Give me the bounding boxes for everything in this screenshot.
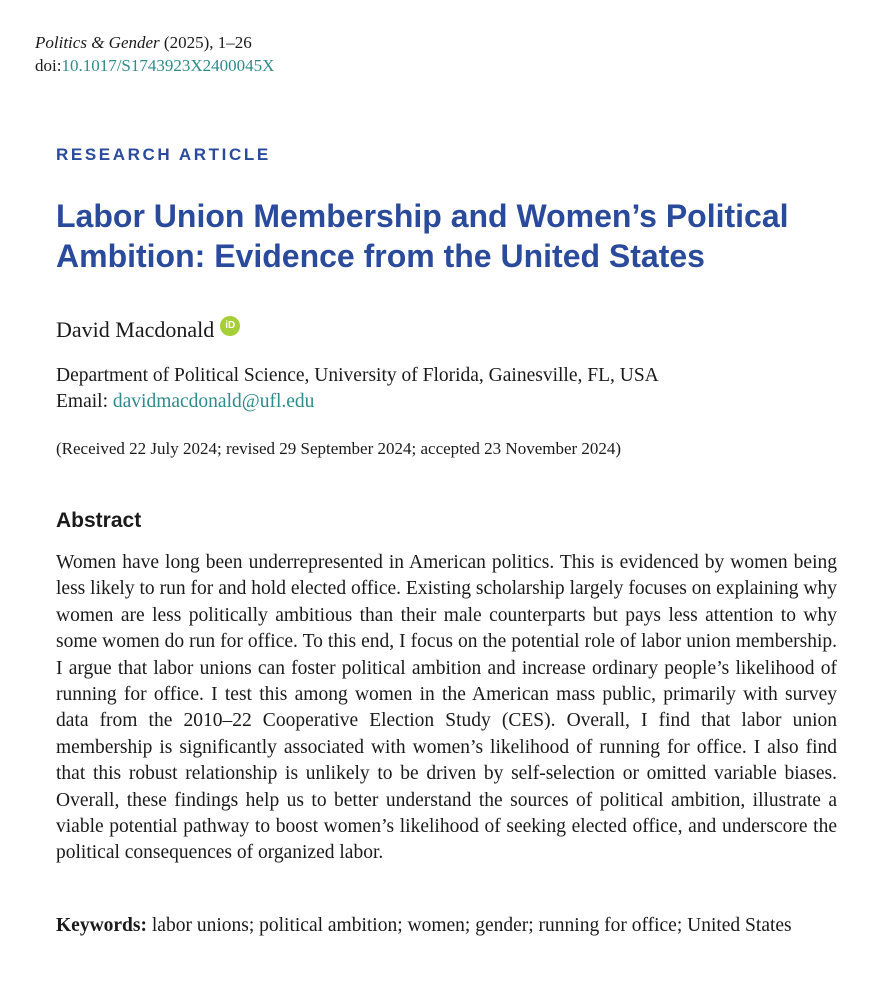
author-line: [56, 316, 240, 344]
abstract-heading: Abstract: [56, 509, 142, 532]
keywords-text: labor unions; political ambition; women; gender; running for office; United States: [147, 915, 792, 936]
doi-link[interactable]: 10.1017/S1743923X2400045X: [61, 56, 275, 75]
email-line: [56, 389, 659, 415]
doi-prefix: doi:: [35, 56, 62, 75]
affiliation-department: Department of Political Science, University of Florida, Gainesville, FL, USA: [56, 365, 659, 386]
journal-year-pages: (2025), 1–26: [159, 33, 252, 52]
keywords-label: Keywords:: [56, 915, 147, 936]
affiliation-block: [56, 363, 659, 415]
article-type-label: RESEARCH ARTICLE: [56, 145, 271, 164]
abstract-text: Women have long been underrepresented in American politics. This is evidenced by women being less likely to run for and hold elected office. Existing scholarship largely focuses on explaining why women are less politically ambitious than their male counterparts but pays less attention to why some women do run for office. To this end, I focus on the potential role of labor union membership. I argue that labor unions can foster political ambition and increase ordinary people’s likelihood of running for office. I test this among women in the American mass public, primarily with survey data from the 2010–22 Cooperative Election Study (CES). Overall, I find that labor union membership is significantly associated with women’s likelihood of running for office. I also find that this robust relationship is unlikely to be driven by self-selection or omitted variable biases. Overall, these findings help us to better understand the sources of political ambition, illustrate a viable potential pathway to boost women’s likelihood of seeking elected office, and underscore the political consequences of organized labor.: [56, 552, 837, 864]
email-label: Email:: [56, 391, 113, 412]
article-title: Labor Union Membership and Women’s Political Ambition: Evidence from the United States: [56, 198, 789, 274]
journal-name: Politics & Gender: [35, 33, 160, 52]
doi-line: [35, 55, 274, 77]
keywords-line: [56, 912, 837, 939]
article-history: (Received 22 July 2024; revised 29 September 2024; accepted 23 November 2024): [56, 439, 622, 458]
author-name: David Macdonald: [56, 317, 215, 342]
orcid-icon[interactable]: iD: [220, 316, 240, 336]
email-link[interactable]: davidmacdonald@ufl.edu: [112, 391, 315, 412]
journal-citation: [35, 32, 252, 54]
